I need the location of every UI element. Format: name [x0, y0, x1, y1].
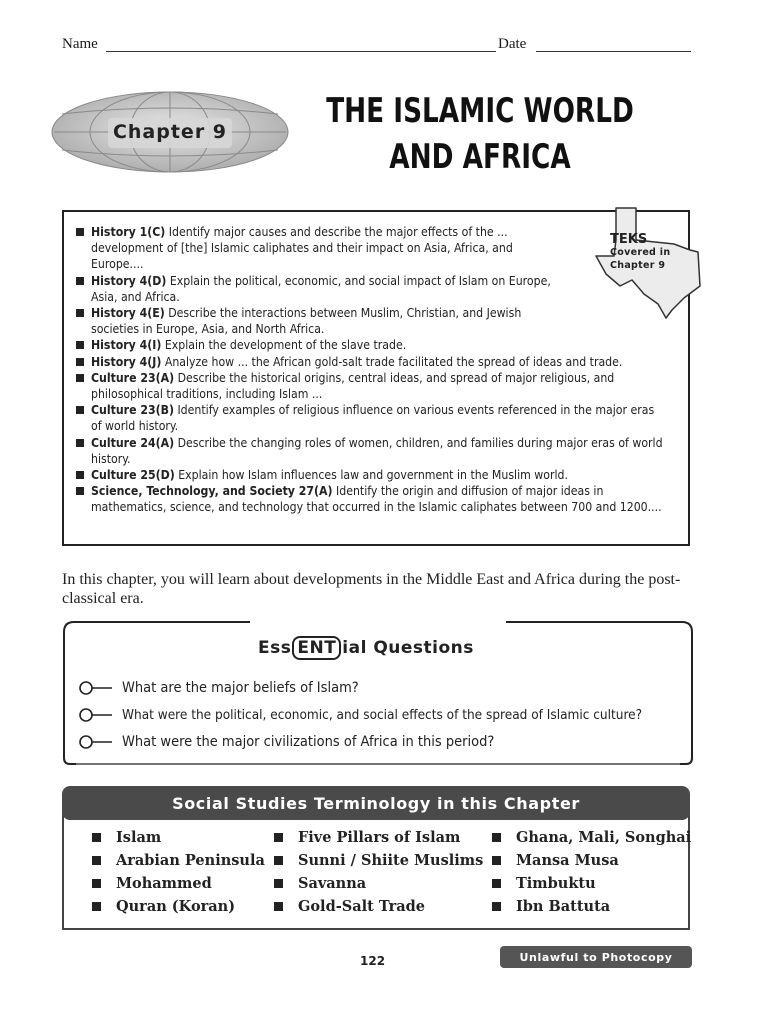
intro-paragraph: In this chapter, you will learn about developments in the Middle East and Africa during the post-classical era.: [62, 571, 681, 607]
chapter-title: [317, 88, 644, 180]
page-number: 122: [360, 954, 386, 968]
list-item: History 1(C) Identify major causes and describe the major effects of the ... development of [the] Islamic caliphates and their impact on Asia, Africa, and Europe....: [76, 224, 666, 273]
list-item: Gold-Salt Trade: [274, 895, 483, 918]
terminology-header: [62, 786, 690, 820]
list-item: Ghana, Mali, Songhai: [492, 826, 691, 849]
question-text: What are the major beliefs of Islam?: [122, 680, 359, 696]
list-item: History 4(I) Explain the development of the slave trade.: [76, 337, 666, 353]
chapter-title-line1: THE ISLAMIC WORLD: [326, 91, 634, 131]
list-item: Mohammed: [92, 872, 265, 895]
list-item: History 4(D) Explain the political, economic, and social impact of Islam on Europe, Asia, and Africa.: [76, 273, 666, 305]
chapter-label: Chapter 9: [112, 121, 228, 143]
date-label: Date: [498, 36, 527, 52]
name-blank: [106, 51, 496, 52]
question-row: [78, 677, 698, 699]
terminology-column-2: [274, 826, 483, 918]
teks-covered-line: Covered in: [610, 247, 671, 258]
list-item: Culture 25(D) Explain how Islam influences law and government in the Muslim world.: [76, 467, 666, 483]
chapter-badge: [50, 90, 290, 174]
question-row: [78, 704, 698, 726]
list-item: Quran (Koran): [92, 895, 265, 918]
teks-word: TEKS: [610, 232, 648, 247]
list-item: Sunni / Shiite Muslims: [274, 849, 483, 872]
list-item: History 4(E) Describe the interactions between Muslim, Christian, and Jewish societies in Europe, Asia, and North Africa.: [76, 305, 666, 337]
list-item: History 4(J) Analyze how ... the African gold-salt trade facilitated the spread of ideas and trade.: [76, 354, 666, 370]
question-text: What were the major civilizations of Africa in this period?: [122, 734, 495, 750]
list-item: Islam: [92, 826, 265, 849]
terminology-title: Social Studies Terminology in this Chapter: [172, 793, 580, 813]
list-item: Culture 23(B) Identify examples of religious influence on various events referenced in the major eras of world history.: [76, 402, 666, 434]
terminology-column-1: [92, 826, 265, 918]
name-label: Name: [62, 36, 98, 52]
list-item: Ibn Battuta: [492, 895, 691, 918]
list-item: Timbuktu: [492, 872, 691, 895]
key-icon: [78, 680, 114, 696]
question-row: [78, 731, 698, 753]
copyright-badge: [500, 946, 692, 968]
list-item: Arabian Peninsula: [92, 849, 265, 872]
key-icon: [78, 734, 114, 750]
list-item: Culture 24(A) Describe the changing roles of women, children, and families during major eras of world history.: [76, 435, 666, 467]
essential-questions-title: Ess ENT ial Questions: [258, 638, 474, 658]
terminology-column-3: [492, 826, 691, 918]
list-item: Mansa Musa: [492, 849, 691, 872]
chapter-title-line2: AND AFRICA: [389, 137, 571, 177]
list-item: Savanna: [274, 872, 483, 895]
teks-chapter-line: Chapter 9: [610, 260, 666, 271]
teks-list: [76, 224, 666, 516]
copyright-text: Unlawful to Photocopy: [519, 950, 673, 964]
date-blank: [536, 51, 691, 52]
question-text: What were the political, economic, and social effects of the spread of Islamic culture?: [122, 707, 643, 723]
list-item: Science, Technology, and Society 27(A) Identify the origin and diffusion of major ideas in mathematics, science, and technology that occurred in the Islamic caliphates between 700 and 1200....: [76, 483, 666, 515]
ent-highlight: ENT: [292, 636, 341, 660]
list-item: Five Pillars of Islam: [274, 826, 483, 849]
key-icon: [78, 707, 114, 723]
list-item: Culture 23(A) Describe the historical origins, central ideas, and spread of major religious, and philosophical traditions, including Islam ...: [76, 370, 666, 402]
